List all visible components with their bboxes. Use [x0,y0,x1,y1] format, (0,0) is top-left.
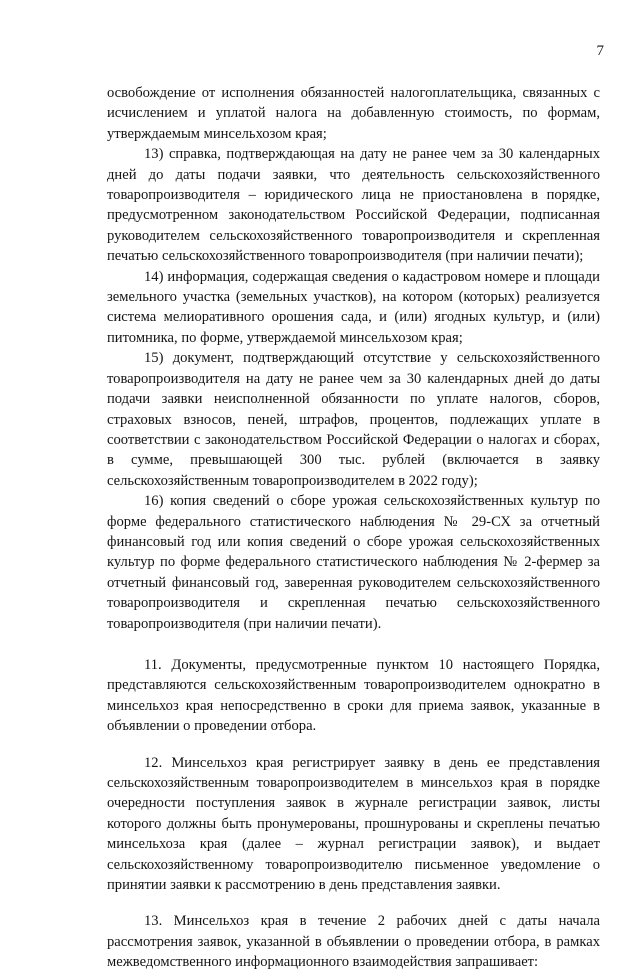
paragraph-item-13: 13) справка, подтверждающая на дату не ранее чем за 30 календарных дней до даты подачи заявки, что деятельность сельскохозяйственного товаропроизводителя – юридического лица не приостановлена в порядке, предусмотренном законодательством Российской Федерации, подписанная руководителем сельскохозяйственного товаропроизводителя и скрепленная печатью сельскохозяйственного товаропроизводителя (при наличии печати); [107,146,600,265]
document-body [107,83,600,973]
paragraph-section-12: 12. Минсельхоз края регистрирует заявку в день ее представления сельскохозяйственным товаропроизводителем в минсельхоз края в порядке очередности поступления заявок в журнале регистрации заявок, листы которого должны быть пронумерованы, прошнурованы и скреплены печатью минсельхоза края (далее – журнал регистрации заявок), и выдает сельскохозяйственному товаропроизводителю письменное уведомление о принятии заявки к рассмотрению в день представления заявки. [107,754,600,894]
paragraph-item-15: 15) документ, подтверждающий отсутствие у сельскохозяйственного товаропроизводителя на дату не ранее чем за 30 календарных дней до даты подачи заявки неисполненной обязанности по уплате налогов, сборов, страховых взносов, пеней, штрафов, процентов, подлежащих уплате в соответствии с законодательством Российской Федерации о налогах и сборах, в сумме, превышающей 300 тыс. рублей (включается в заявку сельскохозяйственным товаропроизводителем в 2022 году); [107,350,600,489]
page-number: 7 [596,43,604,59]
paragraph-section-11: 11. Документы, предусмотренные пунктом 10 настоящего Порядка, представляются сельскохозяйственным товаропроизводителем однократно в минсельхоз края непосредственно в сроки для приема заявок, указанные в объявлении о проведении отбора. [107,656,600,735]
paragraph-tax-exemption-continuation: освобождение от исполнения обязанностей налогоплательщика, связанных с исчислением и уплатой налога на добавленную стоимость, по формам, утверждаемым минсельхозом края; [107,85,600,142]
paragraph-item-14: 14) информация, содержащая сведения о кадастровом номере и площади земельного участка (земельных участков), на котором (которых) реализуется система мелиоративного орошения сада, и (или) ягодных культур, и (или) питомника, по форме, утверждаемой минсельхозом края; [107,268,600,346]
paragraph-item-16: 16) копия сведений о сборе урожая сельскохозяйственных культур по форме федерального статистического наблюдения № 29-СХ за отчетный финансовый год или копия сведений о сборе урожая сельскохозяйственных культур по форме федерального статистического наблюдения № 2-фермер за отчетный финансовый год, заверенная руководителем сельскохозяйственного товаропроизводителя и скрепленная печатью сельскохозяйственного товаропроизводителя (при наличии печати). [107,493,600,632]
paragraph-section-13: 13. Минсельхоз края в течение 2 рабочих дней с даты начала рассмотрения заявок, указанной в объявлении о проведении отбора, в рамках межведомственного информационного взаимодействия запрашивает: [107,913,600,971]
